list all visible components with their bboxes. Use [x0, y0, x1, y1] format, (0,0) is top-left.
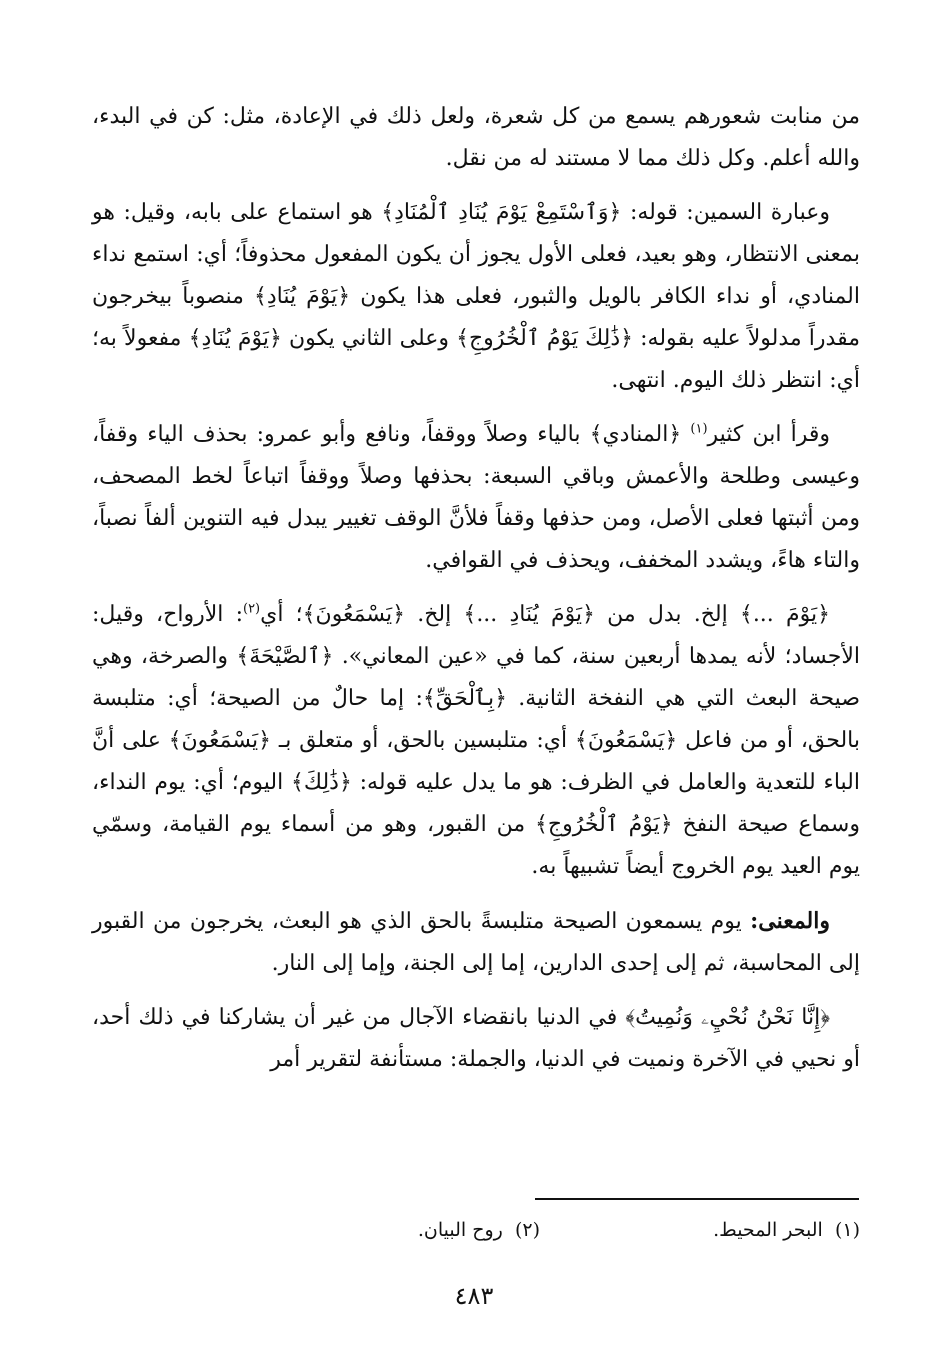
- footnote-2-marker: (٢): [514, 1219, 540, 1241]
- page-body: [92, 96, 860, 1181]
- paragraph-1: [92, 96, 860, 180]
- paragraph-5-lead: والمعنى:: [750, 908, 830, 934]
- paragraph-2: [92, 192, 860, 402]
- paragraph-6-text: ﴿إِنَّا نَحْنُ نُحْيِۦ وَنُمِيتُ﴾ في الدنيا بانقضاء الآجال من غير أن يشاركنا في ذلك أحد، أو نحيي في الآخرة ونميت في الدنيا، والجملة: مستأنفة لتقرير أمر: [92, 1005, 860, 1072]
- paragraph-3-text-a: وقرأ ابن كثير: [707, 422, 831, 447]
- footnote-1-marker: (١): [834, 1219, 860, 1241]
- paragraph-2-text: وعبارة السمين: قوله: ﴿وَٱسْتَمِعْ يَوْمَ يُنَادِ ٱلْمُنَادِ﴾ هو استماع على بابه، وقيل: هو بمعنى الانتظار، وهو بعيد، فعلى الأول يجوز أن يكون المفعول محذوفاً؛ أي: استمع نداء المنادي، أو نداء الكافر بالويل والثبور، فعلى هذا يكون ﴿يَوْمَ يُنَادِ﴾ منصوباً بيخرجون مقدراً مدلولاً عليه بقوله: ﴿ذَٰلِكَ يَوْمُ ٱلْخُرُوجِ﴾ وعلى الثاني يكون ﴿يَوْمَ يُنَادِ﴾ مفعولاً به؛ أي: انتظر ذلك اليوم. انتهى.: [92, 200, 860, 393]
- footnote-2-text: روح البيان.: [417, 1219, 503, 1241]
- paragraph-1-text: من منابت شعورهم يسمع من كل شعرة، ولعل ذلك في الإعادة، مثل: كن في البدء، والله أعلم. وكل ذلك مما لا مستند له من نقل.: [92, 104, 860, 171]
- paragraph-4-text-b: : الأرواح، وقيل: الأجساد؛ لأنه يمدها أربعين سنة، كما في «عين المعاني». ﴿ٱلصَّيْحَةَ﴾ والصرخة، وهي صيحة البعث التي هي النفخة الثانية. ﴿بِٱلْحَقِّ﴾: إما حالٌ من الصيحة؛ أي: متلبسة بالحق، أو من فاعل ﴿يَسْمَعُونَ﴾ أي: متلبسين بالحق، أو متعلق بـ ﴿يَسْمَعُونَ﴾ على أنَّ الباء للتعدية والعامل في الظرف: هو ما يدل عليه قوله: ﴿ذَٰلِكَ﴾ اليوم؛ أي: يوم النداء، وسماع صيحة النفخ ﴿يَوْمُ ٱلْخُرُوجِ﴾ من القبور، وهو من أسماء يوم القيامة، وسمّي يوم العيد يوم الخروج أيضاً تشبيهاً به.: [92, 602, 860, 879]
- paragraph-5-text: يوم يسمعون الصيحة متلبسةً بالحق الذي هو البعث، يخرجون من القبور إلى المحاسبة، ثم إلى إحدى الدارين، إما إلى الجنة، وإما إلى النار.: [92, 909, 860, 976]
- footnote-1: [713, 1212, 860, 1248]
- paragraph-5: [92, 900, 860, 985]
- paragraph-4-text-a: ﴿يَوْمَ ...﴾ إلخ. بدل من ﴿يَوْمَ يُنَادِ ...﴾ إلخ. ﴿يَسْمَعُونَ﴾؛ أي: [260, 602, 830, 627]
- paragraph-3: [92, 414, 860, 582]
- page-number: ٤٨٣: [454, 1282, 494, 1310]
- footnote-ref-1: (١): [690, 421, 708, 437]
- footnotes: [92, 1212, 860, 1252]
- footnote-divider: [535, 1198, 859, 1200]
- footnote-2: [418, 1212, 540, 1248]
- paragraph-3-text-b: ﴿المنادي﴾ بالياء وصلاً ووقفاً، ونافع وأبو عمرو: بحذف الياء وقفاً، وعيسى وطلحة والأعمش وباقي السبعة: بحذفها وصلاً ووقفاً اتباعاً لخط المصحف، ومن أثبتها فعلى الأصل، ومن حذفها وقفاً فلأنَّ الوقف تغيير يبدل فيه التنوين ألفاً نصباً، والتاء هاءً، ويشدد المخفف، ويحذف في القوافي.: [92, 422, 860, 573]
- paragraph-6: [92, 997, 860, 1081]
- footnote-ref-2: (٢): [242, 601, 261, 617]
- footnote-1-text: البحر المحيط.: [713, 1219, 823, 1241]
- paragraph-4: [92, 594, 860, 888]
